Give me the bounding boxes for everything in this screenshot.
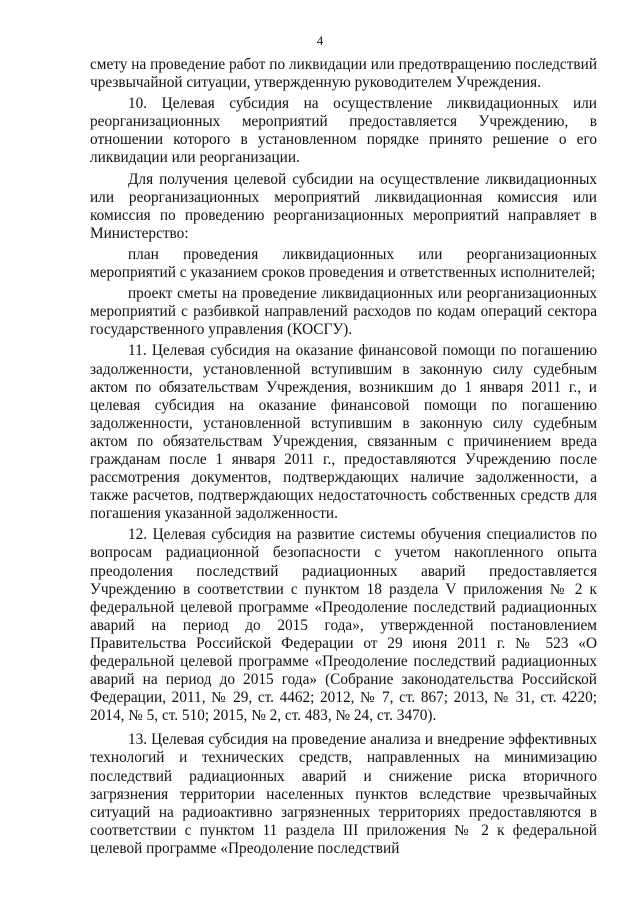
paragraph-estimate-project: проект сметы на проведение ликвидационных или реорганизационных мероприятий с разбивкой направлений расходов по кодам операций сектора государственного управления (КОСГУ). [90,285,597,339]
paragraph-item-12: 12. Целевая субсидия на развитие системы обучения специалистов по вопросам радиационной безопасности с учетом накопленного опыта преодоления последствий радиационных аварий предоставляется Учреждению в соответствии с пунктом 18 раздела V приложения № 2 к федеральной целевой программе «Преодоление последствий радиационных аварий на период до 2015 года», утвержденной постановлением Правительства Российской Федерации от 29 июня 2011 г. № 523 «О федеральной целевой программе «Преодоление последствий радиационных аварий на период до 2015 года» (Собрание законодательства Российской Федерации, 2011, № 29, ст. 4462; 2012, № 7, ст. 867; 2013, № 31, ст. 4220; 2014, № 5, ст. 510; 2015, № 2, ст. 483, № 24, ст. 3470). [90,526,597,725]
document-body [90,56,597,861]
page-number: 4 [316,33,324,48]
paragraph-item-10: 10. Целевая субсидия на осуществление ликвидационных или реорганизационных мероприятий предоставляется Учреждению, в отношении которого в установленном порядке принято решение о его ликвидации или реорганизации. [90,95,597,167]
paragraph-estimate-continuation: смету на проведение работ по ликвидации или предотвращению последствий чрезвычайной ситуации, утвержденную руководителем Учреждения. [90,56,597,92]
paragraph-subsidy-documents: Для получения целевой субсидии на осуществление ликвидационных или реорганизационных мероприятий ликвидационная комиссия или комиссия по проведению реорганизационных мероприятий направляет в Министерство: [90,170,597,242]
paragraph-plan: план проведения ликвидационных или реорганизационных мероприятий с указанием сроков проведения и ответственных исполнителей; [90,245,597,282]
paragraph-item-11: 11. Целевая субсидия на оказание финансовой помощи по погашению задолженности, установленной вступившим в законную силу судебным актом по обязательствам Учреждения, возникшим до 1 января 2011 г., и целевая субсидия на оказание финансовой помощи по погашению задолженности, установленной вступившим в законную силу судебным актом по обязательствам Учреждения, связанным с причинением вреда гражданам после 1 января 2011 г., предоставляются Учреждению после рассмотрения документов, подтверждающих наличие задолженности, а также расчетов, подтверждающих недостаточность собственных средств для погашения указанной задолженности. [90,342,597,523]
paragraph-item-13: 13. Целевая субсидия на проведение анализа и внедрение эффективных технологий и технических средств, направленных на минимизацию последствий радиационных аварий и снижение риска вторичного загрязнения территории населенных пунктов вследствие чрезвычайных ситуаций на радиоактивно загрязненных территориях предоставляются в соответствии с пунктом 11 раздела III приложения № 2 к федеральной целевой программе «Преодоление последствий [90,731,597,857]
